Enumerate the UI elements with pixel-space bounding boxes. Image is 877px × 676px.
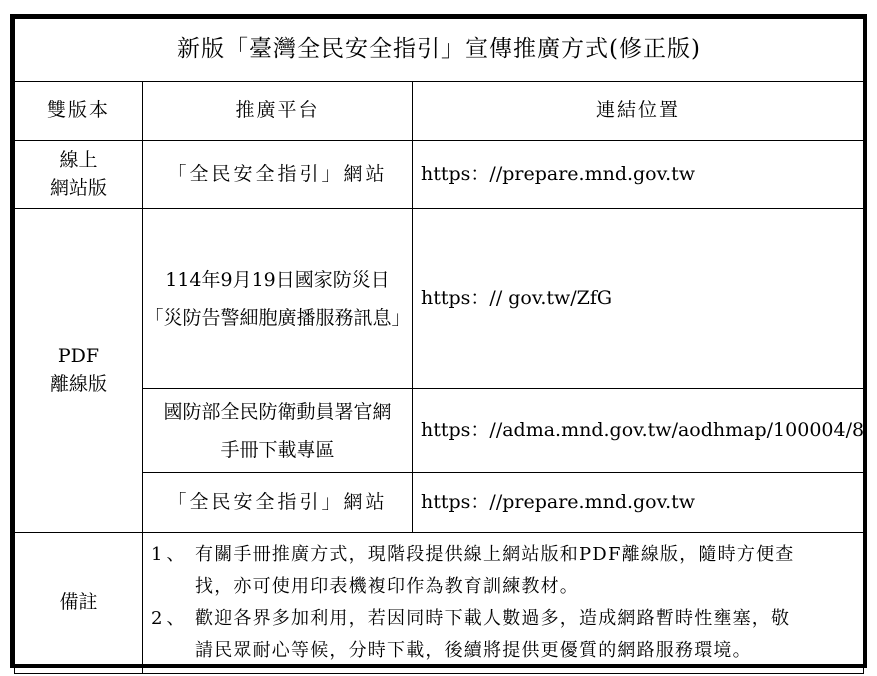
note-item-1-cont — [151, 571, 857, 603]
pdf-platform-1-line1: 114年9月19日國家防災日 — [165, 268, 390, 291]
notes-cell — [143, 533, 864, 674]
page-title: 新版「臺灣全民安全指引」宣傳推廣方式(修正版) — [15, 19, 864, 82]
note-line: 請民眾耐心等候，分時下載，後續將提供更優質的網路服務環境。 — [195, 640, 752, 662]
header-version: 雙版本 — [15, 82, 143, 141]
pdf-platform-2-line2: 手冊下載專區 — [220, 438, 335, 461]
online-version-cell — [15, 141, 143, 209]
pdf-version-cell — [15, 209, 143, 533]
pdf-platform-website: 「全民安全指引」網站 — [143, 473, 413, 533]
online-version-line2: 網站版 — [49, 176, 107, 199]
note-number: 1、 — [151, 544, 189, 565]
online-url-link[interactable]: https：//prepare.mnd.gov.tw — [413, 141, 864, 209]
note-number: 2、 — [151, 608, 189, 630]
note-line: 歡迎各界多加利用，若因同時下載人數過多，造成網路暫時性壅塞，敬 — [195, 608, 791, 630]
online-platform: 「全民安全指引」網站 — [143, 141, 413, 209]
note-item-2 — [151, 603, 857, 635]
note-item-2-cont — [151, 635, 857, 667]
notes-label: 備註 — [15, 533, 143, 674]
note-item-1 — [151, 539, 857, 571]
note-line: 有關手冊推廣方式，現階段提供線上網站版和PDF離線版，隨時方便查 — [195, 544, 795, 565]
pdf-platform-disaster-day — [143, 209, 413, 389]
pdf-version-line2: 離線版 — [49, 372, 107, 395]
pdf-version-line1: PDF — [57, 344, 100, 367]
pdf-url-link-2[interactable]: https：//adma.mnd.gov.tw/aodhmap/100004/8 — [413, 389, 864, 473]
promotion-table — [14, 18, 864, 674]
header-link: 連結位置 — [413, 82, 864, 141]
online-version-line1: 線上 — [59, 148, 98, 171]
pdf-url-link-3[interactable]: https：//prepare.mnd.gov.tw — [413, 473, 864, 533]
header-platform: 推廣平台 — [143, 82, 413, 141]
pdf-url-link-1[interactable]: https：// gov.tw/ZfG — [413, 209, 864, 389]
note-line: 找，亦可使用印表機複印作為教育訓練教材。 — [195, 576, 579, 598]
pdf-platform-adma — [143, 389, 413, 473]
pdf-platform-1-line2: 「災防告警細胞廣播服務訊息」 — [144, 306, 411, 329]
pdf-platform-2-line1: 國防部全民防衛動員署官網 — [163, 400, 392, 423]
